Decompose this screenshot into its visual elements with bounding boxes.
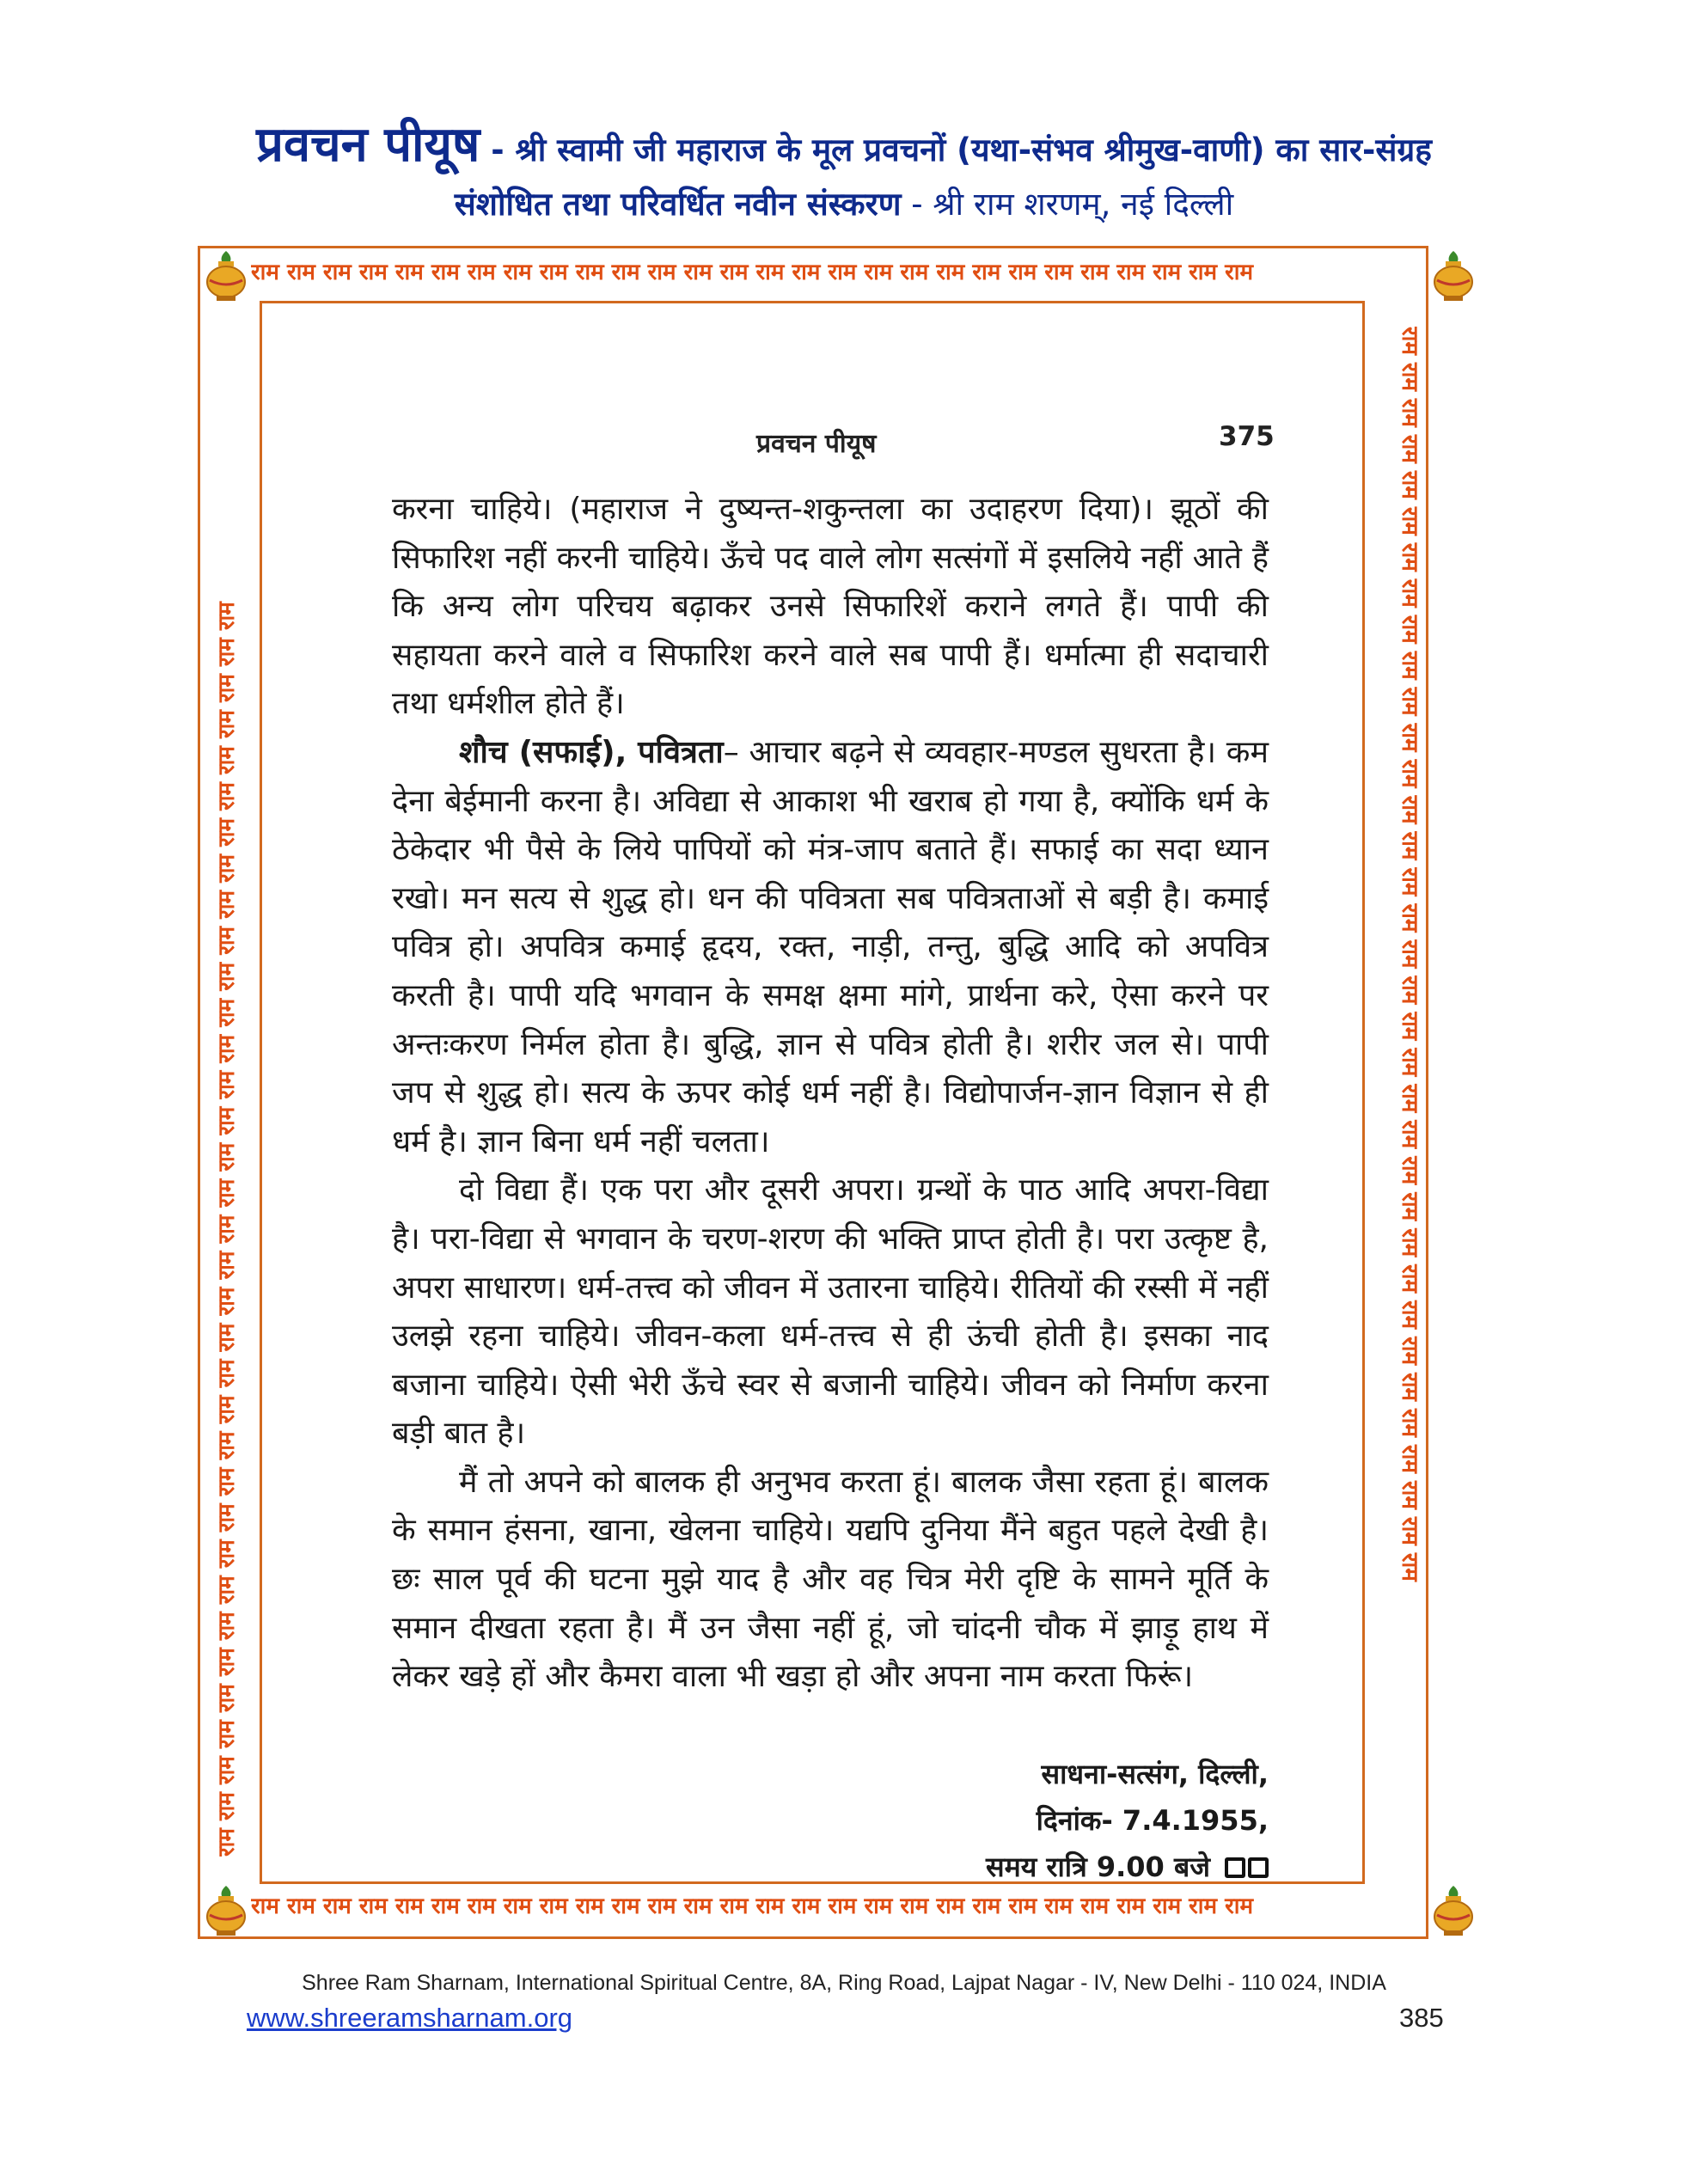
subtitle-edition: संशोधित तथा परिवर्धित नवीन संस्करण xyxy=(454,186,902,223)
paragraph-3: दो विद्या हैं। एक परा और दूसरी अपरा। ग्रन्थों के पाठ आदि अपरा-विद्या है। परा-विद्या से भगवान के चरण-शरण की भक्ति प्राप्त होती है। परा उत्कृष्ट है, अपरा साधारण। धर्म-तत्त्व को जीवन में उतारना चाहिये। रीतियों की रस्सी में नहीं उलझे रहना चाहिये। जीवन-कला धर्म-तत्त्व से ही ऊंची होती है। इसका नाद बजाना चाहिये। ऐसी भेरी ऊँचे स्वर से बजानी चाहिये। जीवन को निर्माण करना बड़ी बात है। xyxy=(392,1172,1269,1452)
paragraph-4: मैं तो अपने को बालक ही अनुभव करता हूं। बालक जैसा रहता हूं। बालक के समान हंसना, खाना, खेलना चाहिये। यद्यपि दुनिया मैंने बहुत पहले देखी है। छः साल पूर्व की घटना मुझे याद है और वह चित्र मेरी दृष्टि के सामने मूर्ति के समान दीखता रहता है। मैं उन जैसा नहीं हूं, जो चांदनी चौक में झाड़ू हाथ में लेकर खड़े हों और कैमरा वाला भी खड़ा हो और अपना नाम करता फिरूं। xyxy=(392,1464,1269,1695)
border-band-right xyxy=(1396,327,1432,1857)
end-marker-icon xyxy=(1222,1852,1269,1885)
border-band-left xyxy=(210,327,246,1857)
signature-time-text: समय रात्रि 9.00 बजे xyxy=(985,1851,1210,1883)
signature-venue: साधना-सत्संग, दिल्ली, xyxy=(1041,1758,1269,1790)
page-body xyxy=(392,486,1269,1702)
document-title xyxy=(0,110,1688,175)
border-band-top: राम राम राम राम राम राम राम राम राम राम राम राम राम राम राम राम राम राम राम राम राम राम राम राम राम राम राम राम xyxy=(251,260,1254,285)
page-number: 385 xyxy=(1399,2003,1444,2033)
document-subtitle xyxy=(0,180,1688,224)
title-description: - श्री स्वामी जी महाराज के मूल प्रवचनों (यथा-संभव श्रीमुख-वाणी) का सार-संग्रह xyxy=(480,132,1432,168)
paragraph-2-heading: शौच (सफाई), पवित्रता xyxy=(459,734,724,770)
paragraph-1: करना चाहिये। (महाराज ने दुष्यन्त-शकुन्तला का उदाहरण दिया)। झूठों की सिफारिश नहीं करनी चाहिये। ऊँचे पद वाले लोग सत्संगों में इसलिये नहीं आते हैं कि अन्य लोग परिचय बढ़ाकर उनसे सिफारिशें कराने लगते हैं। पापी की सहायता करने वाले व सिफारिश करने वाले सब पापी हैं। धर्मात्मा ही सदाचारी तथा धर्मशील होते हैं। xyxy=(392,492,1269,722)
border-band-right-text: राम राम राम राम राम राम राम राम राम राम राम राम राम राम राम राम राम राम राम राम राम राम राम राम राम राम राम राम राम राम राम राम राम राम राम xyxy=(1397,327,1422,1581)
inner-page-number: 375 xyxy=(1219,421,1275,452)
subtitle-publisher: - श्री राम शरणम्, नई दिल्ली xyxy=(901,186,1234,223)
kalash-icon xyxy=(201,249,251,303)
signature-time xyxy=(859,1848,1269,1885)
paragraph-2-text: – आचार बढ़ने से व्यवहार-मण्डल सुधरता है। कम देना बेईमानी करना है। अविद्या से आकाश भी खराब हो गया है, क्योंकि धर्म के ठेकेदार भी पैसे के लिये पापियों को मंत्र-जाप बताते हैं। सफाई का सदा ध्यान रखो। मन सत्य से शुद्ध हो। धन की पवित्रता सब पवित्रताओं से बड़ी है। कमाई पवित्र हो। अपवित्र कमाई हृदय, रक्त, नाड़ी, तन्तु, बुद्धि आदि को अपवित्र करती है। पापी यदि भगवान के समक्ष क्षमा मांगे, प्रार्थना करे, ऐसा करने पर अन्तःकरण निर्मल होता है। बुद्धि, ज्ञान से पवित्र होती है। शरीर जल से। पापी जप से शुद्ध हो। सत्य के ऊपर कोई धर्म नहीं है। विद्योपार्जन-ज्ञान विज्ञान से ही धर्म है। ज्ञान बिना धर्म नहीं चलता। xyxy=(392,734,1269,1159)
paragraph-2 xyxy=(392,729,1269,1166)
website-link[interactable]: www.shreeramsharnam.org xyxy=(247,2003,573,2033)
kalash-icon xyxy=(201,1884,251,1937)
border-band-bottom: राम राम राम राम राम राम राम राम राम राम राम राम राम राम राम राम राम राम राम राम राम राम राम राम राम राम राम राम xyxy=(251,1893,1254,1919)
border-band-left-text: राम राम राम राम राम राम राम राम राम राम राम राम राम राम राम राम राम राम राम राम राम राम राम राम राम राम राम राम राम राम राम राम राम राम राम xyxy=(214,602,240,1857)
kalash-icon xyxy=(1428,1884,1478,1937)
kalash-icon xyxy=(1428,249,1478,303)
title-main: प्रवचन पीयूष xyxy=(256,117,480,173)
signature-date: दिनांक- 7.4.1955, xyxy=(1036,1804,1269,1837)
footer-address: Shree Ram Sharnam, International Spiritual Centre, 8A, Ring Road, Lajpat Nagar - IV, New Delhi - 110 024, INDIA xyxy=(302,1971,1386,1995)
running-head: प्रवचन पीयूष xyxy=(756,429,877,459)
